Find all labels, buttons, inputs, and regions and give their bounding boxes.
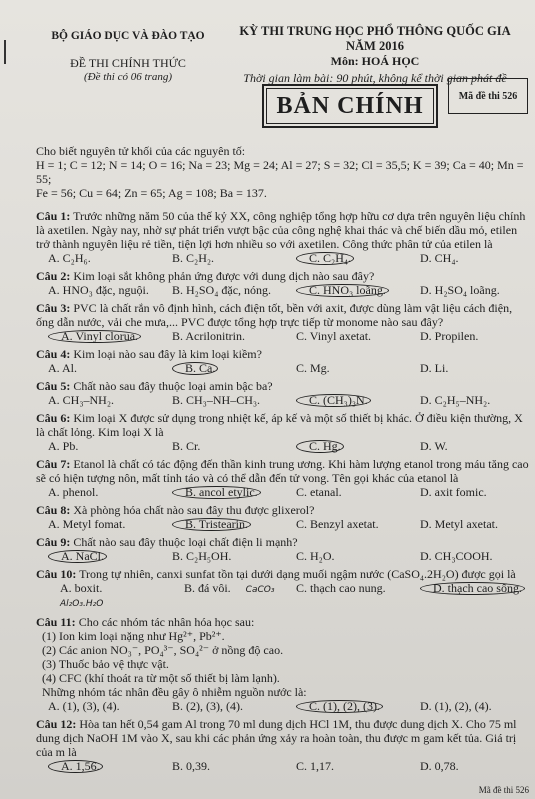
- question-number: Câu 6:: [36, 411, 71, 425]
- question-text: Chất nào sau đây thuộc loại chất điện li mạnh?: [73, 535, 298, 549]
- option-a: A. Metyl fomat.: [48, 517, 126, 531]
- answer-circle-mark: C. C₂H₄.: [296, 252, 354, 265]
- answer-circle-mark: B. Ca.: [172, 362, 218, 375]
- original-copy-stamp: BẢN CHÍNH: [262, 84, 438, 128]
- exam-code-box: Mã đề thi 526: [448, 78, 528, 114]
- question-number: Câu 4:: [36, 347, 71, 361]
- answer-circle-mark: C. (1), (2), (3).: [296, 700, 383, 713]
- option-b: B. Cr.: [172, 439, 201, 453]
- answer-circle-mark: C. Hg.: [296, 440, 344, 453]
- question-text: Hòa tan hết 0,54 gam Al trong 70 ml dung dịch HCl 1M, thu được dung dịch X. Cho 75 ml dung dịch NaOH 1M vào X, sau khi các phản ứng xảy ra hoàn toàn, thu được m gam kết tủa. Giá trị của m là: [36, 717, 517, 759]
- question-1: [36, 209, 532, 265]
- question-5: [36, 379, 532, 407]
- answer-circle-mark: A. NaCl.: [48, 550, 107, 563]
- answer-options: [36, 581, 532, 611]
- option-d: D. CH₄.: [420, 251, 459, 265]
- option-c: [284, 251, 408, 265]
- question-8: [36, 503, 532, 531]
- question-text: Trước những năm 50 của thế kỷ XX, công nghiệp tổng hợp hữu cơ dựa trên nguyên liệu chính là axetilen. Ngày nay, nhờ sự phát triển vượt bậc của công nghệ khai thác và chế biến dầu mỏ, etilen trở thành nguyên liệu rẻ tiền, tiện lợi hơn nhiều so với axetilen. Công thức phân tử của etilen là: [36, 209, 526, 251]
- option-d: D. H₂SO₄ loãng.: [420, 283, 500, 297]
- option-d: D. (1), (2), (4).: [420, 699, 492, 713]
- question-11: [36, 615, 532, 713]
- time-line: Thời gian làm bài: 90 phút, không kể thời gian phát đề: [243, 71, 507, 85]
- option-a: A. HNO₃ đặc, nguội.: [48, 283, 149, 297]
- question-prompt: Những nhóm tác nhân đều gây ô nhiễm nguồn nước là:: [42, 685, 307, 699]
- answer-options: [36, 329, 532, 343]
- question-text: Chất nào sau đây thuộc loại amin bậc ba?: [73, 379, 273, 393]
- exam-content: [36, 144, 532, 773]
- answer-options: [36, 549, 532, 563]
- option-d: D. axit fomic.: [420, 485, 487, 499]
- question-number: Câu 10:: [36, 567, 77, 581]
- question-text: Kim loại nào sau đây là kim loại kiềm?: [73, 347, 262, 361]
- option-b: B. Acrilonitrin.: [172, 329, 245, 343]
- option-a: [36, 581, 160, 611]
- option-d: D. C₂H₅–NH₂.: [420, 393, 491, 407]
- list-item: (1) Ion kim loại nặng như Hg²⁺, Pb²⁺.: [42, 629, 225, 643]
- option-b: B. (2), (3), (4).: [172, 699, 243, 713]
- answer-circle-mark: A. Vinyl clorua.: [48, 330, 141, 343]
- answer-options: [36, 283, 532, 297]
- question-number: Câu 12:: [36, 717, 77, 731]
- intro-line: Cho biết nguyên tử khối của các nguyên tố:: [36, 144, 246, 158]
- answer-circle-mark: D. thạch cao sống.: [420, 582, 525, 595]
- answer-options: [36, 517, 532, 531]
- question-7: [36, 457, 532, 499]
- option-d: [408, 581, 532, 611]
- intro-line: H = 1; C = 12; N = 14; O = 16; Na = 23; Mg = 24; Al = 27; S = 32; Cl = 35,5; K = 39; Ca = 40; Mn = 55;: [36, 158, 524, 186]
- option-b: [160, 485, 284, 499]
- answer-circle-mark: C. (CH₃)₃N.: [296, 394, 371, 407]
- option-c: C. Mg.: [296, 361, 330, 375]
- question-4: [36, 347, 532, 375]
- list-item: (3) Thuốc bảo vệ thực vật.: [42, 657, 169, 671]
- option-d: D. W.: [420, 439, 448, 453]
- option-c: [284, 439, 408, 453]
- option-b: [160, 581, 284, 611]
- handwritten-note: CaCO₃: [245, 585, 275, 595]
- option-a: A. Al.: [48, 361, 78, 375]
- option-c: [284, 393, 408, 407]
- option-b: [160, 361, 284, 375]
- option-a: A. Pb.: [48, 439, 79, 453]
- option-a: A. (1), (3), (4).: [48, 699, 120, 713]
- option-b: [160, 517, 284, 531]
- option-a: [36, 549, 160, 563]
- option-a: [36, 329, 160, 343]
- question-text: Kim loại sắt không phản ứng được với dung dịch nào sau đây?: [73, 269, 375, 283]
- header-left: [38, 30, 218, 83]
- question-2: [36, 269, 532, 297]
- option-a-text: A. boxit.: [60, 581, 103, 595]
- option-c: C. Vinyl axetat.: [296, 329, 372, 343]
- option-b-text: B. đá vôi.: [184, 581, 231, 595]
- page-edge-mark: [4, 40, 6, 64]
- answer-options: [36, 251, 532, 265]
- question-number: Câu 11:: [36, 615, 76, 629]
- option-d: D. Propilen.: [420, 329, 479, 343]
- option-b: B. CH₃–NH–CH₃.: [172, 393, 261, 407]
- header-right: [225, 24, 525, 86]
- option-c: C. Benzyl axetat.: [296, 517, 379, 531]
- answer-options: [36, 439, 532, 453]
- option-d: D. Metyl axetat.: [420, 517, 498, 531]
- page-footer: Mã đề thi 526: [478, 785, 529, 795]
- option-d: D. Li.: [420, 361, 449, 375]
- question-12: [36, 717, 532, 773]
- list-item: (2) Các anion NO₃⁻, PO₄³⁻, SO₄²⁻ ở nồng độ cao.: [42, 643, 284, 657]
- option-a: A. phenol.: [48, 485, 99, 499]
- option-c: [284, 283, 408, 297]
- list-item: (4) CFC (khí thoát ra từ một số thiết bị làm lạnh).: [42, 671, 280, 685]
- option-b: B. C₂H₂.: [172, 251, 215, 265]
- question-6: [36, 411, 532, 453]
- option-c: C. etanal.: [296, 485, 342, 499]
- answer-circle-mark: A. 1,56.: [48, 760, 103, 773]
- option-c: C. thạch cao nung.: [296, 581, 386, 595]
- answer-options: [36, 759, 532, 773]
- answer-circle-mark: C. HNO₃ loãng.: [296, 284, 389, 297]
- question-number: Câu 2:: [36, 269, 71, 283]
- option-c: C. H₂O.: [296, 549, 335, 563]
- option-a: A. CH₃–NH₂.: [48, 393, 115, 407]
- question-9: [36, 535, 532, 563]
- question-text: Kim loại X được sử dụng trong nhiệt kế, áp kế và một số thiết bị khác. Ở điều kiện thường, X là chất lỏng. Kim loại X là: [36, 411, 523, 439]
- option-b: B. H₂SO₄ đặc, nóng.: [172, 283, 272, 297]
- answer-options: [36, 699, 532, 713]
- question-number: Câu 7:: [36, 457, 71, 471]
- question-3: [36, 301, 532, 343]
- subject-line: Môn: HOÁ HỌC: [330, 54, 420, 68]
- question-10: [36, 567, 532, 611]
- question-text: Trong tự nhiên, canxi sunfat tồn tại dưới dạng muối ngậm nước (CaSO₄.2H₂O) được gọi là: [79, 567, 516, 581]
- answer-options: [36, 485, 532, 499]
- option-b: B. C₂H₅OH.: [172, 549, 232, 563]
- question-number: Câu 8:: [36, 503, 71, 517]
- official-label: ĐỀ THI CHÍNH THỨC: [70, 56, 186, 70]
- exam-title: KỲ THI TRUNG HỌC PHỔ THÔNG QUỐC GIA NĂM 2016: [239, 24, 511, 53]
- option-d: D. 0,78.: [420, 759, 459, 773]
- page-count: (Đề thi có 06 trang): [84, 71, 172, 83]
- question-number: Câu 9:: [36, 535, 71, 549]
- option-b: B. 0,39.: [172, 759, 211, 773]
- intro-line: Fe = 56; Cu = 64; Zn = 65; Ag = 108; Ba = 137.: [36, 186, 267, 200]
- answer-options: [36, 393, 532, 407]
- option-c: [284, 699, 408, 713]
- option-a: [36, 759, 160, 773]
- option-c: C. 1,17.: [296, 759, 335, 773]
- answer-circle-mark: B. ancol etylic.: [172, 486, 261, 499]
- question-number: Câu 5:: [36, 379, 71, 393]
- handwritten-note: Al₂O₃.H₂O: [60, 599, 104, 609]
- question-text: PVC là chất rắn vô định hình, cách điện tốt, bền với axit, được dùng làm vật liệu cách điện, ống dẫn nước, vải che mưa,... PVC được tổng hợp trực tiếp từ monome nào sau đây?: [36, 301, 513, 329]
- question-number: Câu 3:: [36, 301, 71, 315]
- question-text: Cho các nhóm tác nhân hóa học sau:: [78, 615, 255, 629]
- ministry-name: BỘ GIÁO DỤC VÀ ĐÀO TẠO: [51, 30, 205, 42]
- option-d: D. CH₃COOH.: [420, 549, 493, 563]
- answer-circle-mark: B. Tristearin.: [172, 518, 251, 531]
- question-number: Câu 1:: [36, 209, 71, 223]
- question-text: Etanol là chất có tác động đến thần kinh trung ương. Khi hàm lượng etanol trong máu tăng cao sẽ có hiện tượng nôn, mất tỉnh táo và có thể dẫn đến tử vong. Tên gọi khác của etanol là: [36, 457, 529, 485]
- answer-options: [36, 361, 532, 375]
- question-text: Xà phòng hóa chất nào sau đây thu được glixerol?: [73, 503, 315, 517]
- option-a: A. C₂H₆.: [48, 251, 91, 265]
